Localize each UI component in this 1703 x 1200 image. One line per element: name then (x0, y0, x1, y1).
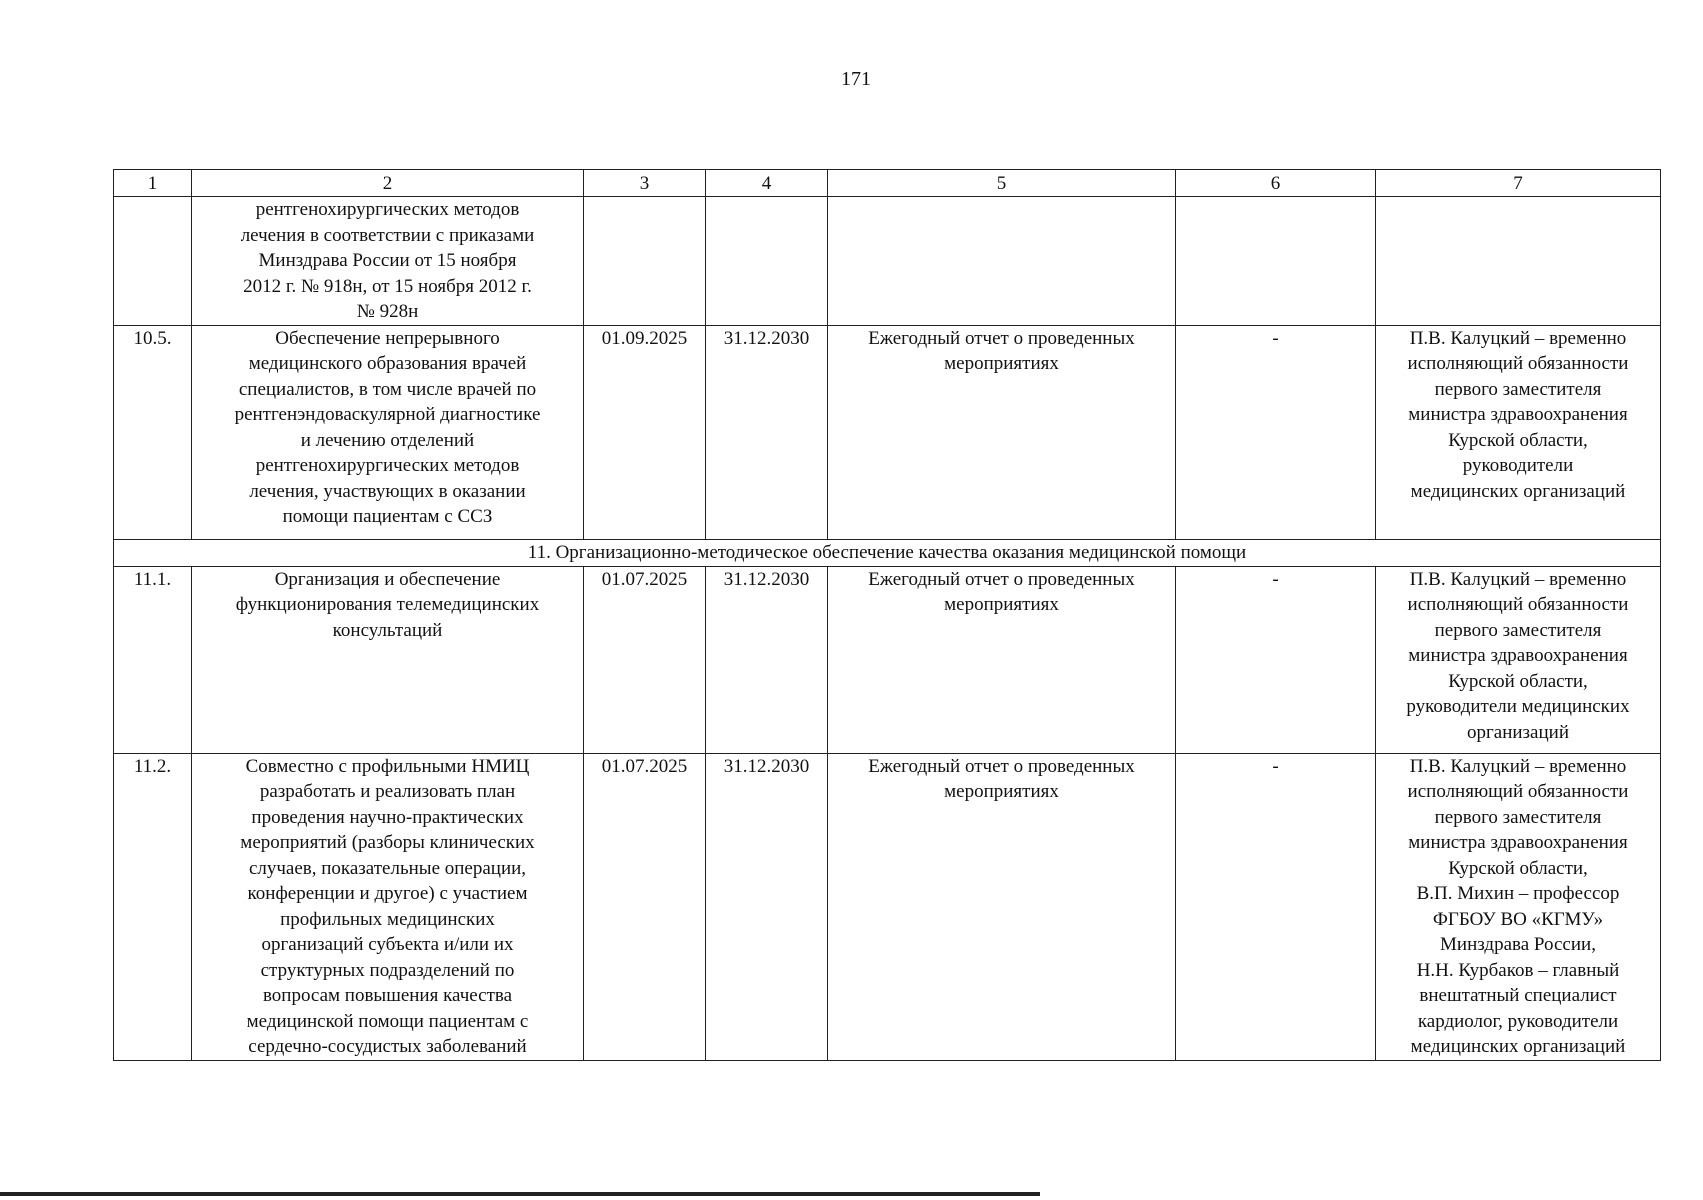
table-row (114, 566, 1661, 753)
row-result: Ежегодный отчет о проведенных мероприятиях (828, 566, 1176, 753)
row-number (114, 197, 192, 326)
row-responsible: П.В. Калуцкий – временно исполняющий обязанности первого заместителя министра здравоохранения Курской области, руководители медицинских организаций (1376, 566, 1661, 753)
column-header: 2 (192, 170, 584, 197)
table-row-continuation (114, 197, 1661, 326)
row-result (828, 197, 1176, 326)
table-row (114, 753, 1661, 1060)
column-header: 4 (706, 170, 828, 197)
row-end-date: 31.12.2030 (706, 325, 828, 539)
row-result: Ежегодный отчет о проведенных мероприятиях (828, 753, 1176, 1060)
column-header: 3 (584, 170, 706, 197)
column-header: 1 (114, 170, 192, 197)
row-result: Ежегодный отчет о проведенных мероприятиях (828, 325, 1176, 539)
column-header: 5 (828, 170, 1176, 197)
column-header: 7 (1376, 170, 1661, 197)
row-start-date: 01.07.2025 (584, 566, 706, 753)
row-description: Обеспечение непрерывного медицинского образования врачей специалистов, в том числе врачей по рентгенэндоваскулярной диагностике и лечению отделений рентгенохирургических методов лечения, участвующих в оказании помощи пациентам с ССЗ (192, 325, 584, 539)
plan-table (113, 169, 1661, 1061)
row-indicator: - (1176, 753, 1376, 1060)
row-start-date: 01.07.2025 (584, 753, 706, 1060)
row-number: 11.2. (114, 753, 192, 1060)
row-indicator: - (1176, 566, 1376, 753)
row-responsible: П.В. Калуцкий – временно исполняющий обязанности первого заместителя министра здравоохранения Курской области, руководители медицинских организаций (1376, 325, 1661, 539)
row-number: 11.1. (114, 566, 192, 753)
section-title: 11. Организационно-методическое обеспечение качества оказания медицинской помощи (114, 539, 1661, 566)
column-header: 6 (1176, 170, 1376, 197)
section-heading-row (114, 539, 1661, 566)
row-responsible (1376, 197, 1661, 326)
row-description: рентгенохирургических методов лечения в соответствии с приказами Минздрава России от 15 ноября 2012 г. № 918н, от 15 ноября 2012 г. № 928н (192, 197, 584, 326)
page-number: 171 (841, 68, 871, 90)
scan-edge-line (0, 1192, 1040, 1196)
row-number: 10.5. (114, 325, 192, 539)
row-indicator: - (1176, 325, 1376, 539)
table-row (114, 325, 1661, 539)
row-description: Организация и обеспечение функционирования телемедицинских консультаций (192, 566, 584, 753)
row-end-date (706, 197, 828, 326)
row-description: Совместно с профильными НМИЦ разработать и реализовать план проведения научно-практических мероприятий (разборы клинических случаев, показательные операции, конференции и другое) с участием профильных медицинских организаций субъекта и/или их структурных подразделений по вопросам повышения качества медицинской помощи пациентам с сердечно-сосудистых заболеваний (192, 753, 584, 1060)
table-header-row (114, 170, 1661, 197)
row-end-date: 31.12.2030 (706, 753, 828, 1060)
row-end-date: 31.12.2030 (706, 566, 828, 753)
row-responsible: П.В. Калуцкий – временно исполняющий обязанности первого заместителя министра здравоохранения Курской области, В.П. Михин – профессор ФГБОУ ВО «КГМУ» Минздрава России, Н.Н. Курбаков – главный внештатный специалист кардиолог, руководители медицинских организаций (1376, 753, 1661, 1060)
row-start-date (584, 197, 706, 326)
row-indicator (1176, 197, 1376, 326)
row-start-date: 01.09.2025 (584, 325, 706, 539)
